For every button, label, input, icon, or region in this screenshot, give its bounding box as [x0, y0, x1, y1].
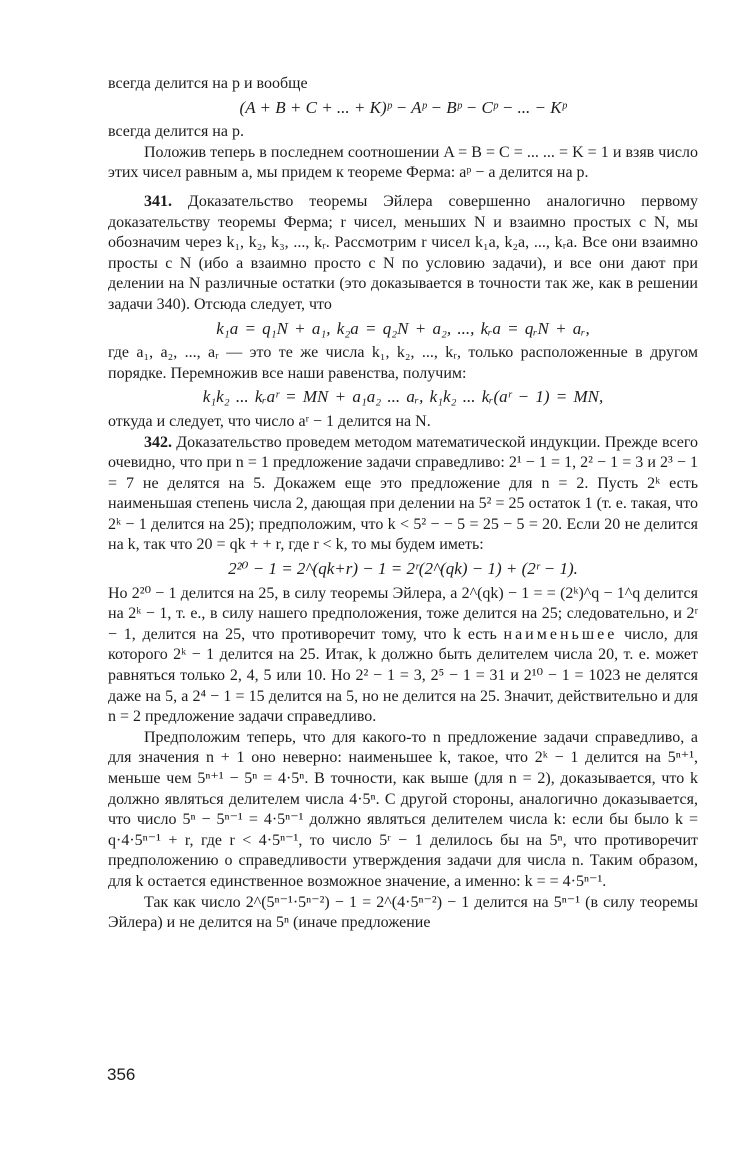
problem-341-text-2: где a₁, a₂, ..., aᵣ — это те же числа k₁, k₂, ..., kᵣ, только расположенные в другом порядке. Перемножив все наши равенства, получим:: [108, 344, 698, 382]
intro-line-2: всегда делится на p.: [108, 123, 244, 141]
emphasis-spaced: наименьшее: [503, 625, 618, 643]
intro-formula: (A + B + C + ... + K)ᵖ − Aᵖ − Bᵖ − Cᵖ − ... − Kᵖ: [239, 97, 567, 117]
intro-line-1: всегда делится на p и вообще: [108, 75, 308, 92]
problem-342-text-2: [108, 584, 698, 728]
page-body: [108, 74, 698, 934]
problem-341-paragraph: [108, 192, 698, 316]
problem-342-number: 342.: [144, 433, 172, 451]
spacer: [108, 184, 698, 192]
problem-342-text-4: Так как число 2^(5ⁿ⁻¹·5ⁿ⁻²) − 1 = 2^(4·5ⁿ⁻²) − 1 делится на 5ⁿ⁻¹ (в силу теоремы Эйлера) и не делится на 5ⁿ (иначе предложение: [108, 893, 698, 932]
problem-342-text-3: Предположим теперь, что для какого-то n предложение задачи справедливо, а для значения n + 1 оно неверно: наименьшее k, такое, что 2ᵏ − 1 делится на 5ⁿ⁺¹, меньше чем 5ⁿ⁺¹ − 5ⁿ = 4·5ⁿ. В точности, как выше (для n = 2), доказывается, что k должно являться делителем числа 4·5ⁿ. С другой стороны, аналогично доказывается, что число 5ⁿ − 5ⁿ⁻¹ = 4·5ⁿ⁻¹ должно являться делителем числа k: если бы было k = q·4·5ⁿ⁻¹ + r, где r < 4·5ⁿ⁻¹, то число 5ʳ − 1 делилось бы на 5ⁿ, что противоречит предположению о справедливости утверждения задачи для числа n. Таким образом, для k остается единственное возможное значение, а именно: k = = 4·5ⁿ⁻¹.: [108, 728, 698, 890]
problem-341-formula: k₁a = q₁N + a₁, k₂a = q₂N + a₂, ..., kᵣa = qᵣN + aᵣ,: [216, 318, 590, 338]
problem-342-formula: 2²⁰ − 1 = 2^(qk+r) − 1 = 2ʳ(2^(qk) − 1) + (2ʳ − 1).: [228, 559, 578, 579]
page-number: 356: [107, 1065, 136, 1084]
intro-paragraph: Положив теперь в последнем соотношении A = B = C = ... ... = K = 1 и взяв число этих чисел равным a, мы придем к теореме Ферма: aᵖ − a делится на p.: [108, 143, 698, 182]
problem-342-text-2c: число, для которого 2ᵏ − 1 делится на 25. Итак, k должно быть делителем числа 20, т. е. может равняться только 2, 4, 5 или 10. Но 2² − 1 = 3, 2⁵ − 1 = 31 и 2¹⁰ − 1 = 1023 не делятся даже на 5, а 2⁴ − 1 = 15 делится на 5, но не делится на 25. Значит, действительно и для n = 2 предложение задачи справедливо.: [108, 625, 699, 726]
problem-342-text: Доказательство проведем методом математической индукции. Прежде всего очевидно, что при n = 1 предложение задачи справедливо: 2¹ − 1 = 1, 2² − 1 = 3 и 2³ − 1 = 7 не делятся на 5. Докажем еще это предложение для n = 2. Пусть 2ᵏ есть наименьшая степень числа 2, дающая при делении на 5² = 25 остаток 1 (т. е. такая, что 2ᵏ − 1 делится на 25); предположим, что k < 5² − − 5 = 25 − 5 = 20. Если 20 не делится на k, так что 20 = qk + + r, где r < k, то мы будем иметь:: [108, 433, 699, 554]
problem-341-number: 341.: [144, 192, 172, 210]
problem-342-text-2a: Но 2²⁰ − 1 делится на 25, в силу теоремы Эйлера, а 2^(qk) − 1 = = (2ᵏ)^q − 1^q делится на 2ᵏ − 1, т. е., в силу нашего предположения, тоже делится на 25; следовательно, и 2ʳ − 1, делится на 25, что противоречит тому, что k есть: [108, 584, 698, 643]
problem-341-text: Доказательство теоремы Эйлера совершенно аналогично первому доказательству теоремы Ферма; r чисел, меньших N и взаимно простых с N, мы обозначим через k₁, k₂, k₃, ..., kᵣ. Рассмотрим r чисел k₁a, k₂a, ..., kᵣa. Все они взаимно просты с N (ибо a взаимно просто с N по условию задачи), и все они дают при делении на N различные остатки (это доказывается в точности так же, как в решении задачи 340). Отсюда следует, что: [108, 192, 699, 313]
problem-341-formula-2: k₁k₂ ... kᵣaʳ = MN + a₁a₂ ... aᵣ, k₁k₂ ... kᵣ(aʳ − 1) = MN,: [202, 387, 604, 407]
problem-341-text-3: откуда и следует, что число aʳ − 1 делится на N.: [108, 412, 431, 430]
problem-342-paragraph: [108, 433, 698, 557]
